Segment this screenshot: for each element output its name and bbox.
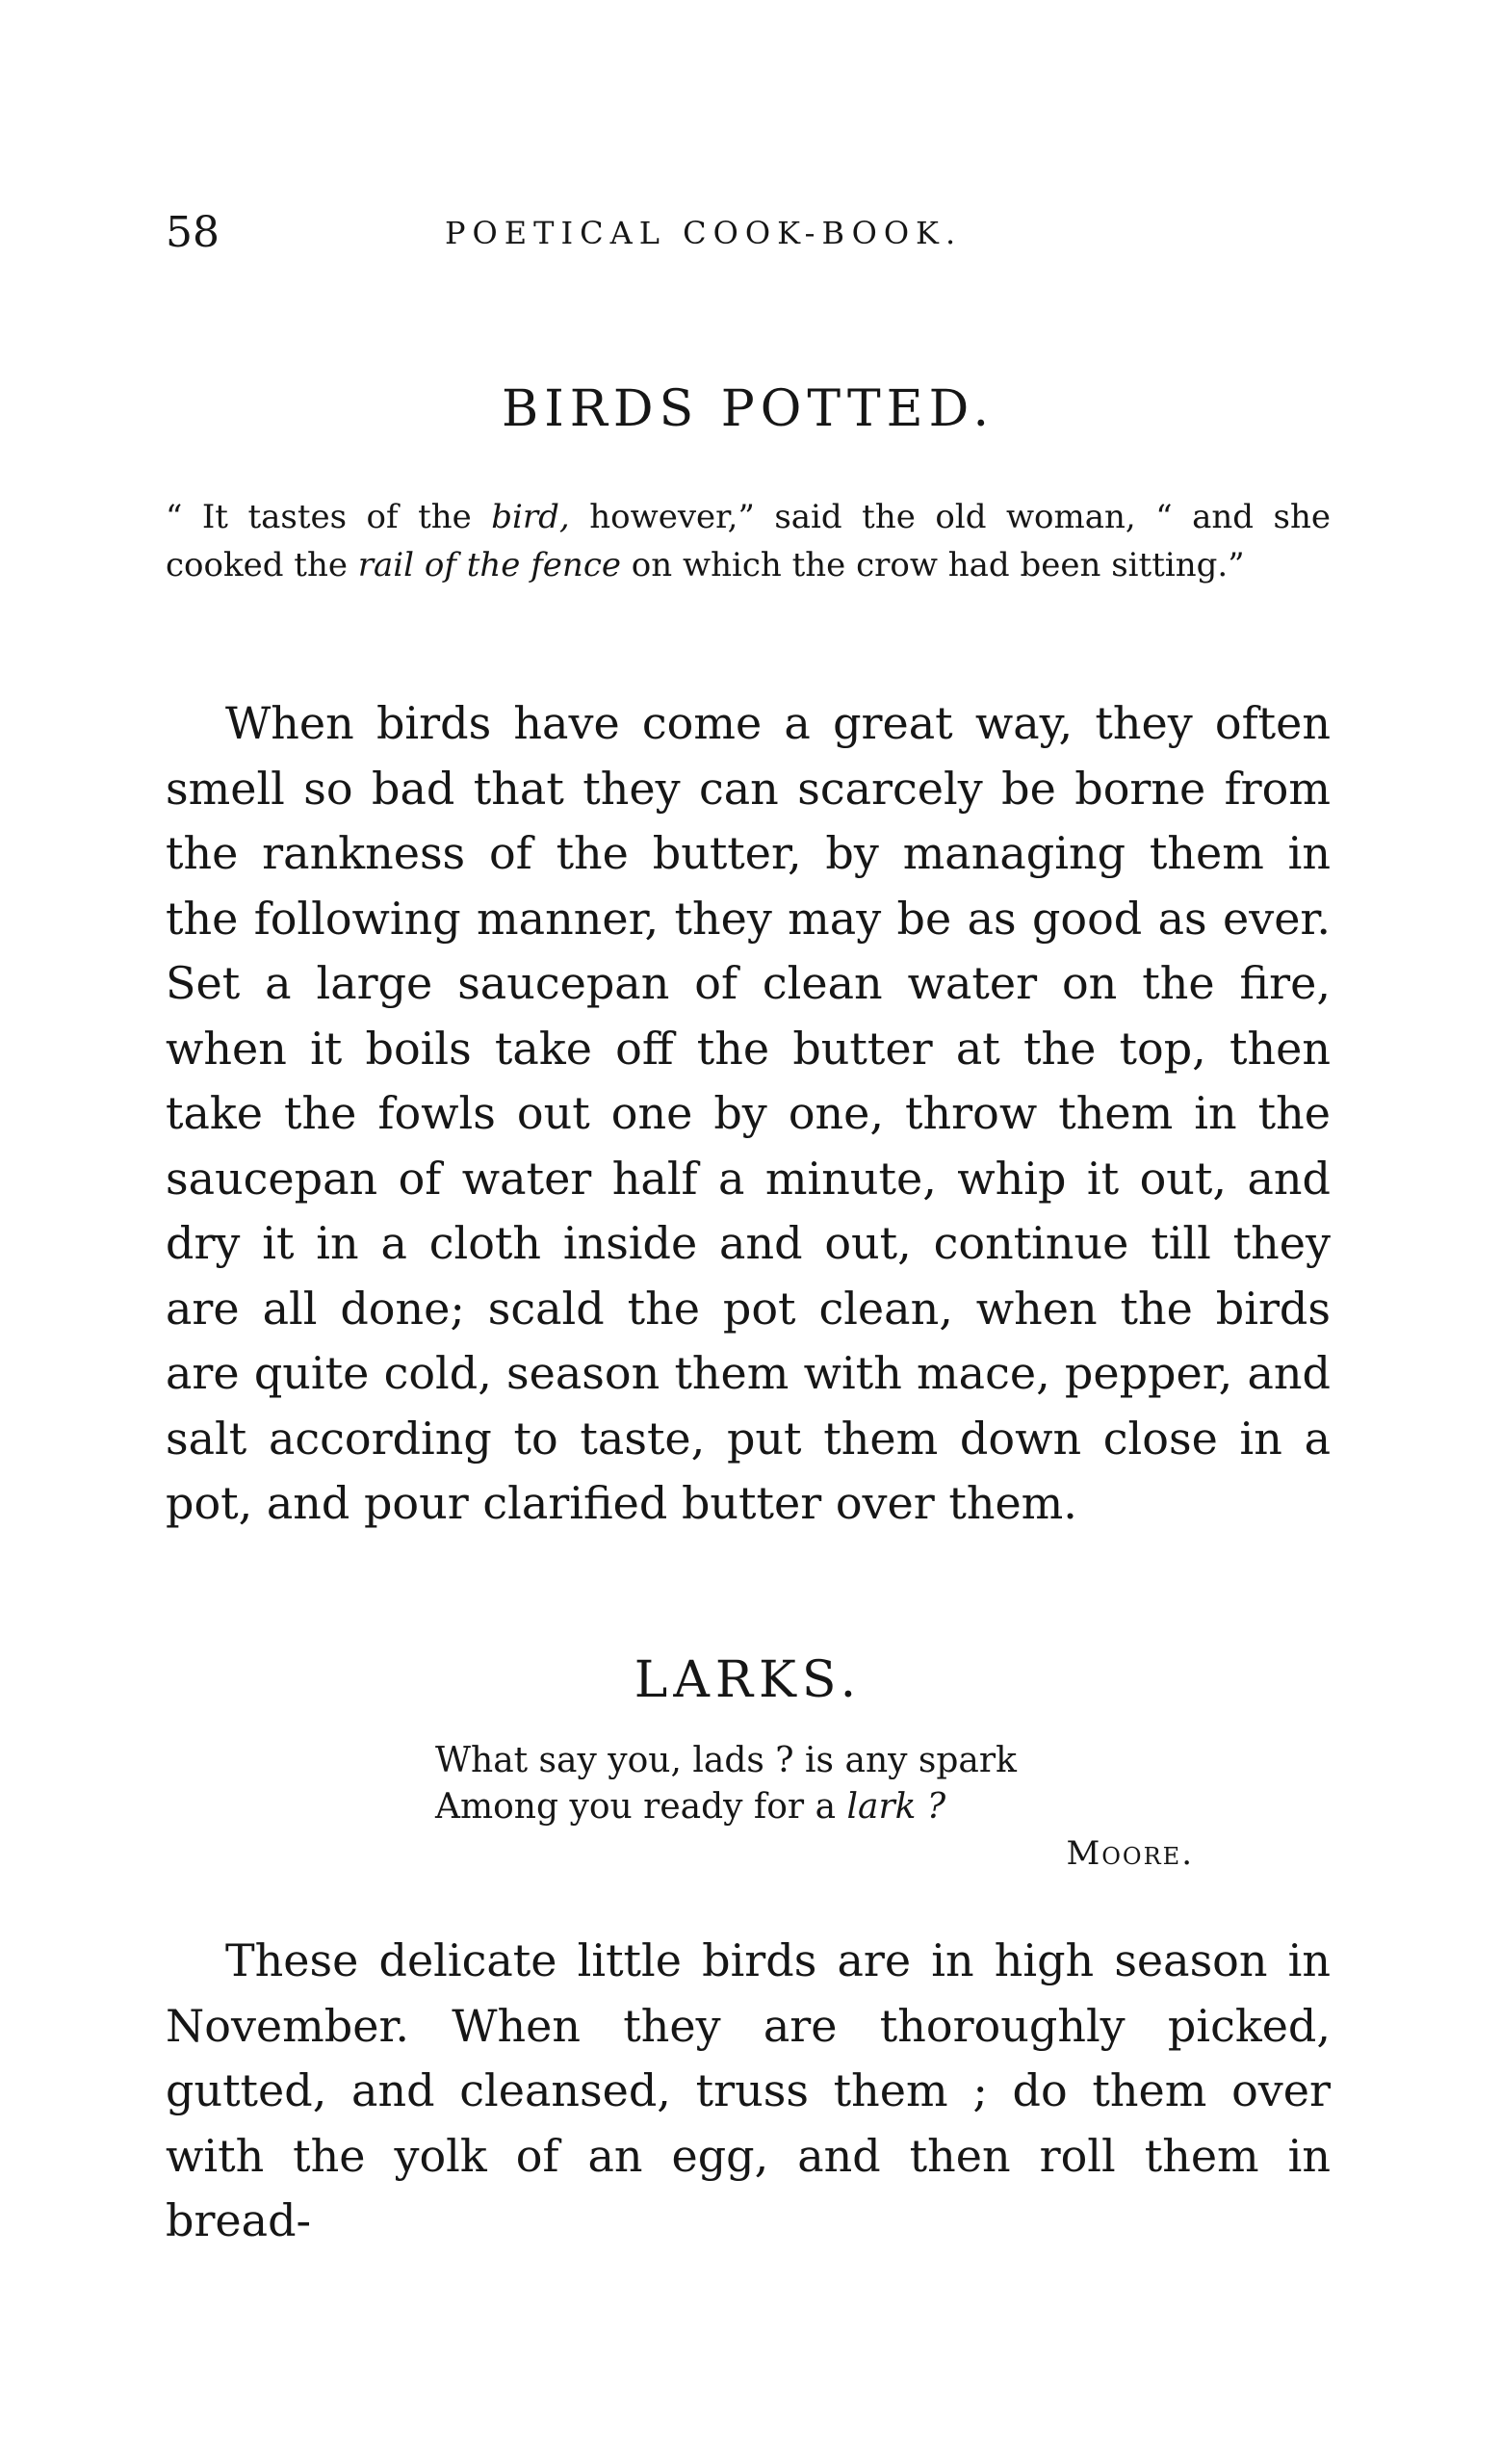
body-paragraph-larks: These delicate little birds are in high season in November. When they are thoroughly picked, gutted, and cleansed, truss them ; do them over with the yolk of an egg, and then roll them in bread-: [166, 1934, 1331, 2246]
running-head: [166, 204, 1331, 262]
page-number: 58: [166, 208, 220, 257]
epigraph-text-2: however,” said the old woman, “ and she cooked the: [166, 498, 1331, 584]
section-title-birds-potted: BIRDS POTTED.: [501, 380, 996, 438]
verse-line-2-text: Among you ready for a: [435, 1787, 847, 1827]
epigraph-italic-2: rail of the fence: [357, 546, 621, 584]
verse-line-2: [435, 1784, 1186, 1830]
epigraph-text-1: “ It tastes of the: [166, 498, 492, 536]
verse-line-1: What say you, lads ? is any spark: [435, 1741, 1017, 1780]
body-paragraph-birds-potted: When birds have come a great way, they often smell so bad that they can scarcely be borne from the rankness of the butter, by managing them in the following manner, they may be as good as ever. Set a large saucepan of clean water on the fire, when it boils take off the butter at the top, then take the fowls out one by one, throw them in the saucepan of water half a minute, whip it out, and dry it in a cloth inside and out, continue till they are all done; scald the pot clean, when the birds are quite cold, season them with mace, pepper, and salt according to taste, put them down close in a pot, and pour clarified butter over them.: [166, 697, 1331, 1529]
epigraph-italic-1: bird,: [491, 498, 570, 536]
section-title-larks: LARKS.: [634, 1651, 863, 1709]
book-title: POETICAL COOK-BOOK.: [445, 215, 963, 251]
epigraph-text-3: on which the crow had been sitting.”: [620, 546, 1245, 584]
verse-attribution: Moore.: [1066, 1834, 1194, 1873]
verse-quote: [435, 1738, 1186, 1830]
epigraph: [166, 493, 1331, 589]
verse-line-2-italic: lark ?: [846, 1787, 946, 1827]
